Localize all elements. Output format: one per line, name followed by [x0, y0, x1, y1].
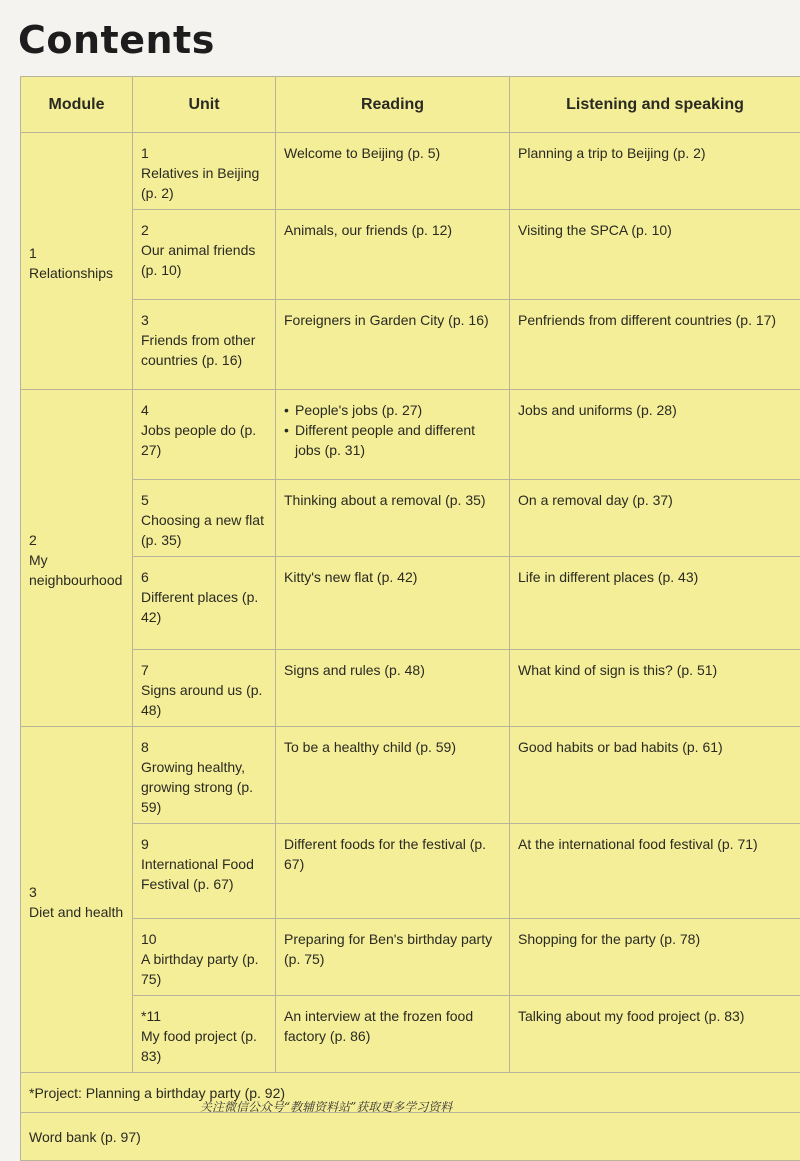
unit-cell	[133, 300, 276, 390]
listening-text: At the international food festival (p. 71)	[518, 836, 758, 852]
listening-text: Visiting the SPCA (p. 10)	[518, 222, 672, 238]
reading-text: Preparing for Ben's birthday party (p. 75)	[284, 931, 492, 967]
reading-text: Signs and rules (p. 48)	[284, 662, 425, 678]
unit-cell	[133, 919, 276, 996]
reading-text: Welcome to Beijing (p. 5)	[284, 145, 440, 161]
project-cell: *Project: Planning a birthday party (p. 92)	[21, 1073, 800, 1113]
listening-text: Planning a trip to Beijing (p. 2)	[518, 145, 706, 161]
listening-cell	[510, 824, 800, 919]
unit-title: International Food Festival (p. 67)	[141, 854, 267, 894]
header-listening: Listening and speaking	[510, 77, 800, 133]
unit-title: A birthday party (p. 75)	[141, 949, 267, 989]
unit-row	[21, 133, 800, 210]
unit-title: Choosing a new flat (p. 35)	[141, 510, 267, 550]
watermark-text: 关注微信公众号“教辅资料站”获取更多学习资料	[200, 1098, 452, 1115]
module-name: Diet and health	[29, 902, 124, 922]
reading-text: Foreigners in Garden City (p. 16)	[284, 312, 489, 328]
listening-text: On a removal day (p. 37)	[518, 492, 673, 508]
reading-cell	[276, 390, 510, 480]
listening-cell	[510, 390, 800, 480]
unit-number: 2	[141, 220, 267, 240]
header-module: Module	[21, 77, 133, 133]
unit-row	[21, 727, 800, 824]
unit-title: Growing healthy, growing strong (p. 59)	[141, 757, 267, 817]
unit-cell	[133, 480, 276, 557]
reading-item: • People's jobs (p. 27)	[284, 400, 501, 420]
unit-title: Friends from other countries (p. 16)	[141, 330, 267, 370]
reading-list	[284, 400, 501, 460]
unit-row	[21, 557, 800, 650]
header-row	[21, 77, 800, 133]
unit-row	[21, 300, 800, 390]
unit-cell	[133, 210, 276, 300]
module-number: 3	[29, 882, 124, 902]
unit-number: 4	[141, 400, 267, 420]
unit-number: *11	[141, 1006, 267, 1026]
unit-title: My food project (p. 83)	[141, 1026, 267, 1066]
unit-number: 6	[141, 567, 267, 587]
reading-text: An interview at the frozen food factory (p. 86)	[284, 1008, 473, 1044]
module-cell	[21, 727, 133, 1073]
unit-number: 9	[141, 834, 267, 854]
reading-cell	[276, 650, 510, 727]
listening-text: Good habits or bad habits (p. 61)	[518, 739, 723, 755]
unit-number: 1	[141, 143, 267, 163]
listening-text: Shopping for the party (p. 78)	[518, 931, 700, 947]
reading-cell	[276, 727, 510, 824]
unit-cell	[133, 650, 276, 727]
unit-number: 7	[141, 660, 267, 680]
reading-text: To be a healthy child (p. 59)	[284, 739, 456, 755]
unit-cell	[133, 557, 276, 650]
reading-cell	[276, 480, 510, 557]
listening-cell	[510, 210, 800, 300]
reading-cell	[276, 557, 510, 650]
reading-cell	[276, 919, 510, 996]
unit-number: 8	[141, 737, 267, 757]
header-reading: Reading	[276, 77, 510, 133]
unit-title: Different places (p. 42)	[141, 587, 267, 627]
listening-cell	[510, 480, 800, 557]
reading-cell	[276, 210, 510, 300]
module-name: Relationships	[29, 263, 124, 283]
listening-text: What kind of sign is this? (p. 51)	[518, 662, 717, 678]
reading-text: Different foods for the festival (p. 67)	[284, 836, 486, 872]
word-bank-cell: Word bank (p. 97)	[21, 1113, 800, 1161]
module-name: My neighbourhood	[29, 550, 124, 590]
unit-row	[21, 210, 800, 300]
reading-text: Animals, our friends (p. 12)	[284, 222, 452, 238]
reading-cell	[276, 133, 510, 210]
reading-cell	[276, 996, 510, 1073]
listening-cell	[510, 650, 800, 727]
listening-cell	[510, 300, 800, 390]
unit-row	[21, 650, 800, 727]
unit-cell	[133, 727, 276, 824]
unit-cell	[133, 390, 276, 480]
contents-table	[20, 76, 800, 1161]
unit-cell	[133, 824, 276, 919]
unit-cell	[133, 996, 276, 1073]
unit-row	[21, 390, 800, 480]
unit-row	[21, 919, 800, 996]
unit-number: 10	[141, 929, 267, 949]
listening-text: Penfriends from different countries (p. 17)	[518, 312, 776, 328]
unit-number: 3	[141, 310, 267, 330]
listening-text: Life in different places (p. 43)	[518, 569, 698, 585]
unit-title: Relatives in Beijing (p. 2)	[141, 163, 267, 203]
unit-row	[21, 824, 800, 919]
listening-text: Talking about my food project (p. 83)	[518, 1008, 744, 1024]
listening-cell	[510, 727, 800, 824]
unit-number: 5	[141, 490, 267, 510]
listening-text: Jobs and uniforms (p. 28)	[518, 402, 677, 418]
page-title: Contents	[18, 18, 215, 62]
reading-text: Kitty's new flat (p. 42)	[284, 569, 417, 585]
reading-text: Thinking about a removal (p. 35)	[284, 492, 486, 508]
reading-cell	[276, 824, 510, 919]
header-unit: Unit	[133, 77, 276, 133]
listening-cell	[510, 133, 800, 210]
unit-row	[21, 480, 800, 557]
reading-cell	[276, 300, 510, 390]
unit-title: Jobs people do (p. 27)	[141, 420, 267, 460]
module-cell	[21, 133, 133, 390]
unit-cell	[133, 133, 276, 210]
unit-title: Signs around us (p. 48)	[141, 680, 267, 720]
module-number: 2	[29, 530, 124, 550]
listening-cell	[510, 557, 800, 650]
reading-item: • Different people and different jobs (p. 31)	[284, 420, 501, 460]
module-number: 1	[29, 243, 124, 263]
module-cell	[21, 390, 133, 727]
listening-cell	[510, 919, 800, 996]
unit-title: Our animal friends (p. 10)	[141, 240, 267, 280]
unit-row	[21, 996, 800, 1073]
listening-cell	[510, 996, 800, 1073]
